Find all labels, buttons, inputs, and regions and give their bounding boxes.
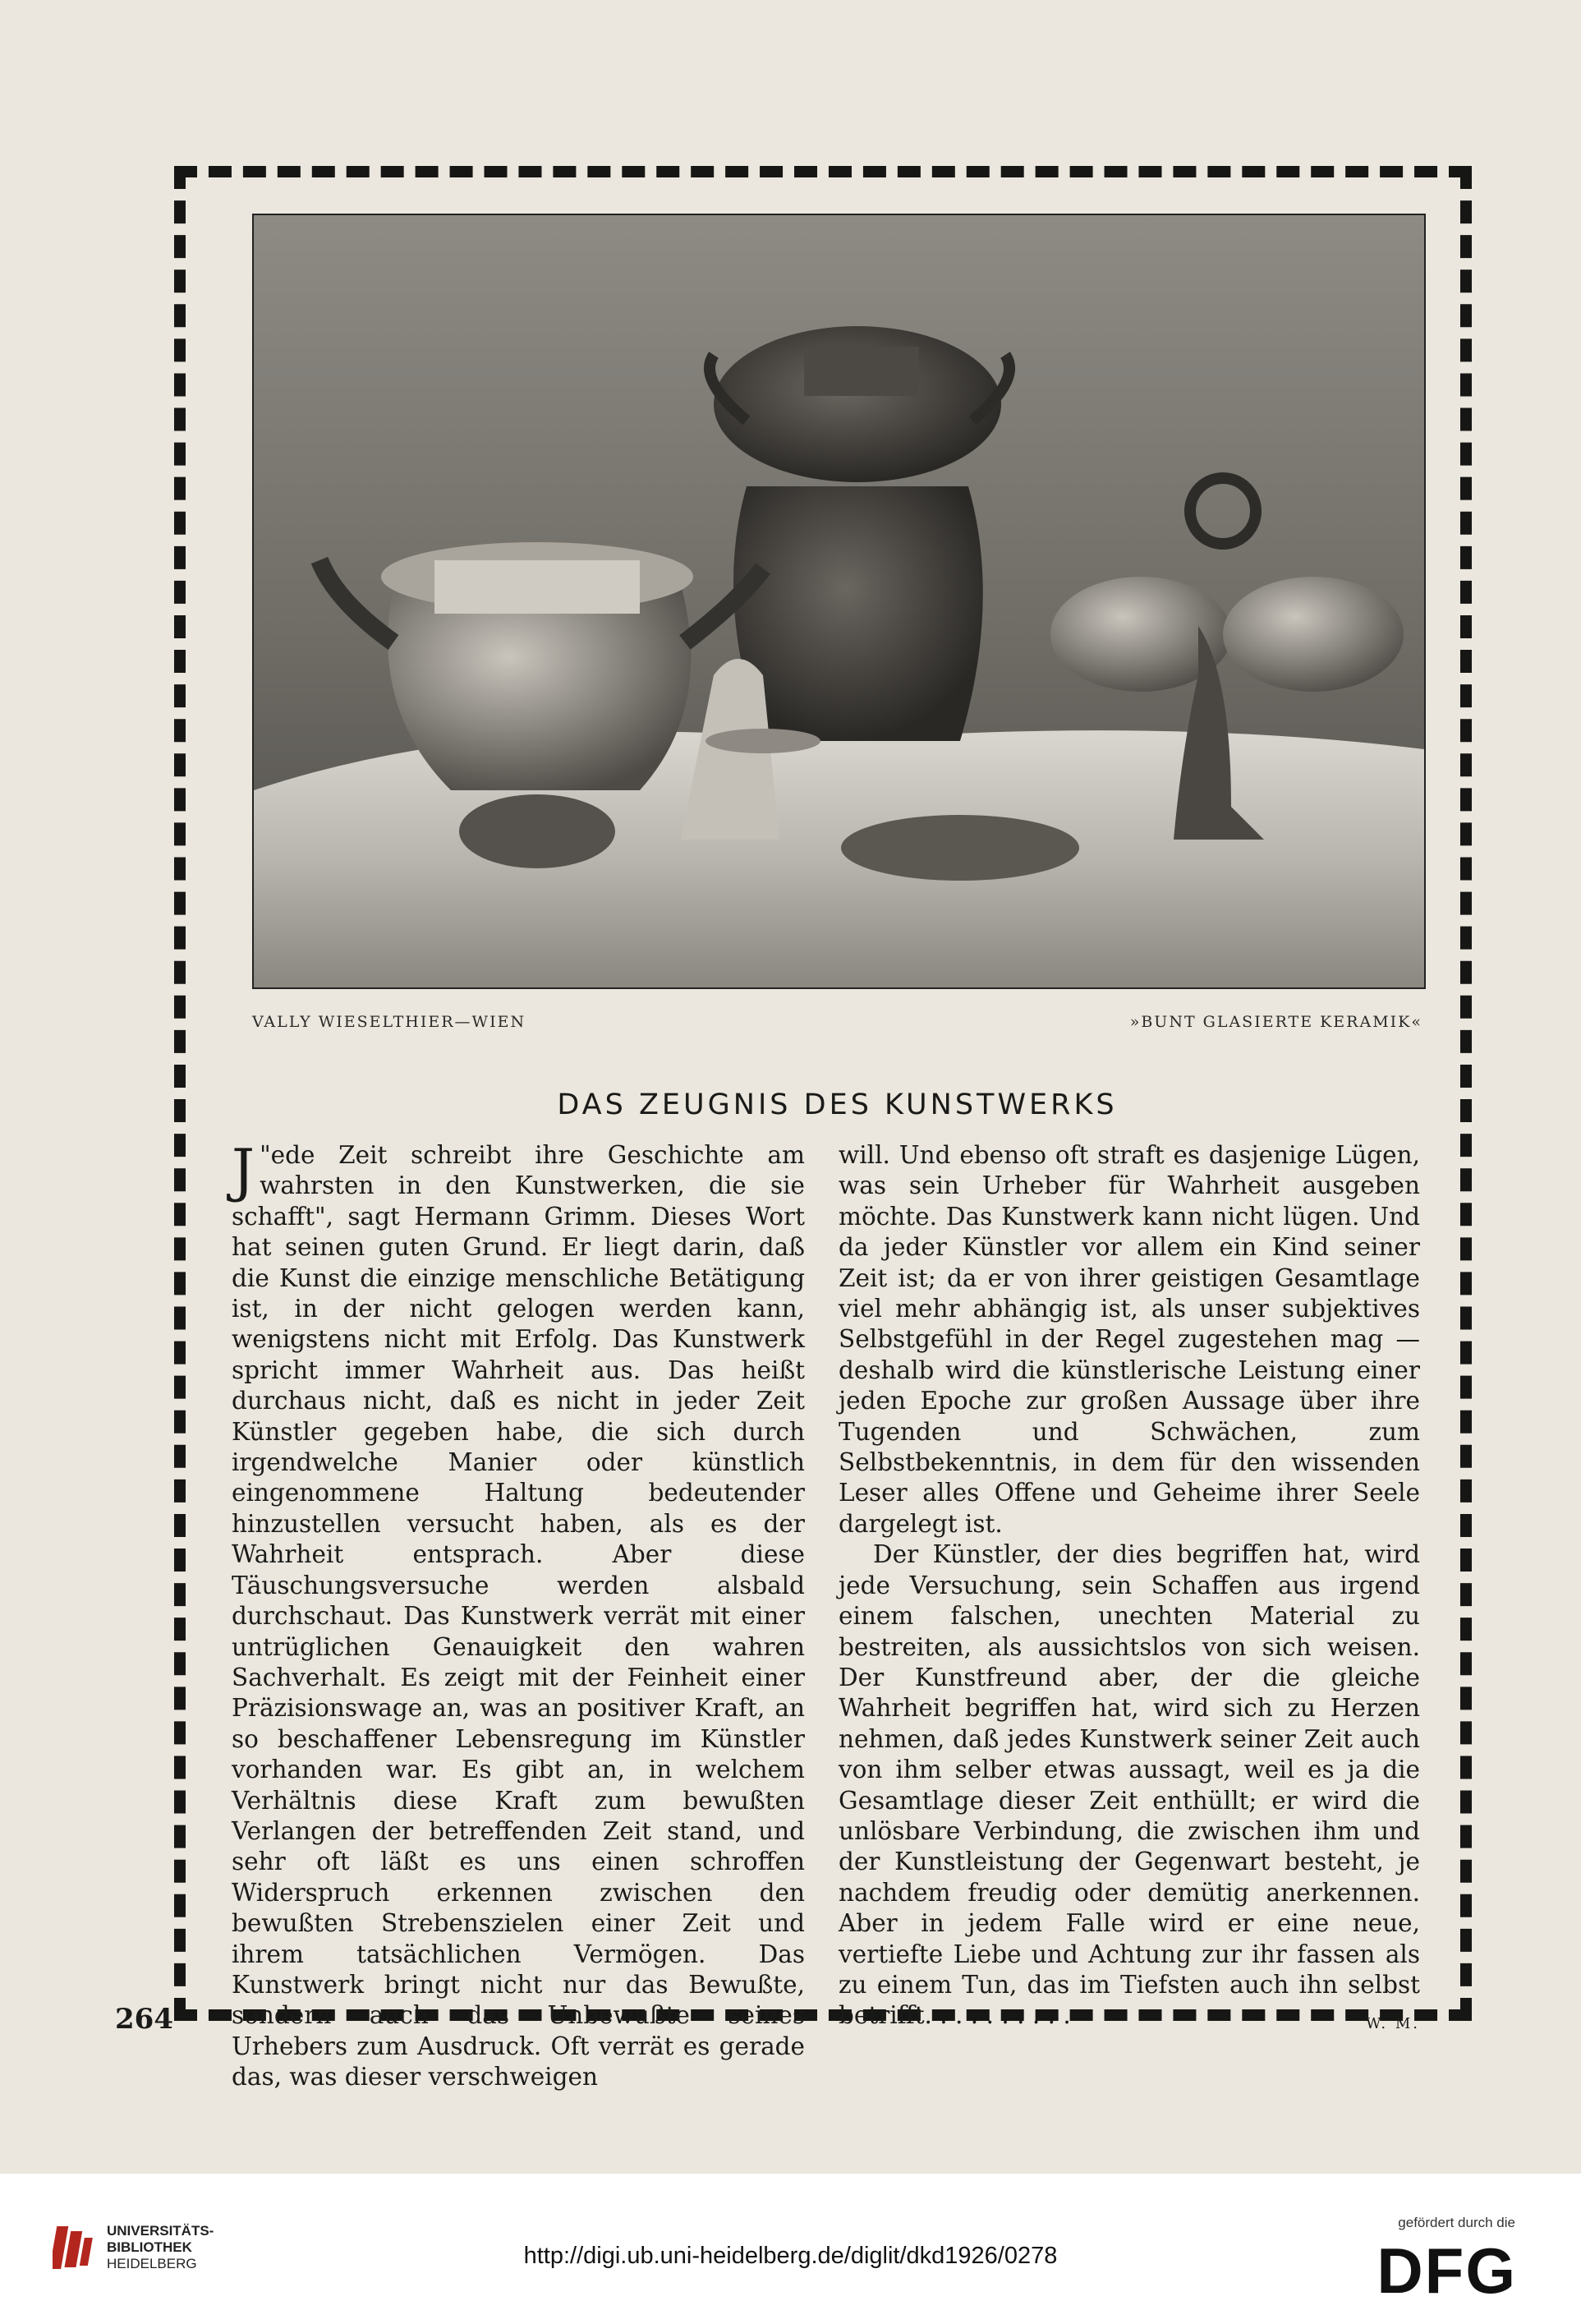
- dropcap: J: [232, 1137, 255, 1204]
- paragraph-text: Der Künstler, der dies begriffen hat, wird jede Versuchung, sein Schaffen aus irgend einem falschen, unechten Material zu bestreiten, als aussichtslos von sich weisen. Der Kunstfreund aber, der die gleiche Wahrheit begriffen hat, wird sich zu Herzen nehmen, daß jedes Kunstwerk seiner Zeit auch von ihm selber etwas aussagt, weil es ja die Gesamtlage dieser Zeit enthüllt; er wird die unlösbare Verbindung, die zwischen ihm und der Kunstleistung der Gegenwart besteht, je nachdem freudig oder demütig anerkennen. Aber in jedem Falle wird er eine neue, vertiefte Liebe und Achtung zur ihr fassen als zu einem Tun, das im Tiefsten auch ihn selbst betrifft. . . . . . . . . .: [839, 1540, 1420, 2030]
- page-number: 264: [115, 2003, 173, 2036]
- paragraph: [839, 1539, 1420, 2032]
- photo-caption-artist: VALLY WIESELTHIER—WIEN: [252, 1013, 526, 1031]
- ceramics-photograph: [252, 214, 1426, 989]
- source-url-link[interactable]: http://digi.ub.uni-heidelberg.de/diglit/dkd1926/0278: [523, 2243, 1058, 2269]
- funding-label: gefördert durch die: [1398, 2215, 1515, 2230]
- article-title: DAS ZEUGNIS DES KUNSTWERKS: [557, 1088, 1118, 1121]
- opening-quote: ": [260, 1141, 271, 1169]
- paragraph-text: ede Zeit schreibt ihre Geschichte am wahrsten in den Kunstwerken, die sie schafft", sagt Hermann Grimm. Dieses Wort hat seinen guten Grund. Er liegt darin, daß die Kunst die einzige menschliche Betätigung ist, in der nicht gelogen werden kann, wenigstens nicht mit Erfolg. Das Kunstwerk spricht immer Wahrheit aus. Das heißt durchaus nicht, daß es nicht in jeder Zeit Künstler gegeben habe, die sich durch irgendwelche Manier oder künstlich eingenommene Haltung bedeutender hinzustellen versucht haben, als es der Wahrheit entsprach. Aber diese Täuschungsversuche werden alsbald durchschaut. Das Kunstwerk verrät mit einer untrüglichen Genauigkeit den wahren Sachverhalt. Es zeigt mit der Feinheit einer Präzisionswage an, was an positiver Kraft, an so beschaffener Lebensregung im Künstler vorhanden war. Es gibt an, in welchem Verhältnis diese Kraft zum bewußten Verlangen der betreffenden Zeit stand, und sehr oft läßt es uns einen schroffen Widerspruch erkennen zwischen den bewußten Strebenszielen einer Zeit und ihrem tatsächlichen Vermögen. Das Kunstwerk bringt nicht nur das Bewußte, sondern auch das Unbewußte seines Urhebers zum Ausdruck. Oft verrät es gerade das, was dieser verschweigen: [232, 1141, 805, 2092]
- article-column-right: [839, 1140, 1420, 2040]
- library-name-line: UNIVERSITÄTS-: [107, 2223, 214, 2239]
- digitization-footer: [0, 2174, 1581, 2324]
- library-name-line: BIBLIOTHEK: [107, 2239, 192, 2255]
- paragraph: will. Und ebenso oft straft es dasjenige Lügen, was sein Urheber für Wahrheit ausgeben möchte. Das Kunstwerk kann nicht lügen. Und da jeder Künstler vor allem ein Kind seiner Zeit ist; da er von ihrer geistigen Gesamtlage viel mehr abhängig ist, als unser subjektives Selbstgefühl in der Regel zugestehen mag — deshalb wird die künstlerische Leistung einer jeden Epoche zur großen Aussage über ihre Tugenden und Schwächen, zum Selbstbekenntnis, in dem für den wissenden Leser alles Offene und Geheime ihrer Seele dargelegt ist.: [839, 1141, 1420, 1538]
- dfg-logo: DFG: [1376, 2234, 1517, 2307]
- photo-caption-work: »BUNT GLASIERTE KERAMIK«: [1129, 1013, 1422, 1031]
- paragraph: [232, 1137, 805, 2093]
- author-signature: W. M.: [1366, 2015, 1420, 2033]
- library-name-line: HEIDELBERG: [107, 2256, 197, 2271]
- article-column-left: [232, 1137, 805, 2093]
